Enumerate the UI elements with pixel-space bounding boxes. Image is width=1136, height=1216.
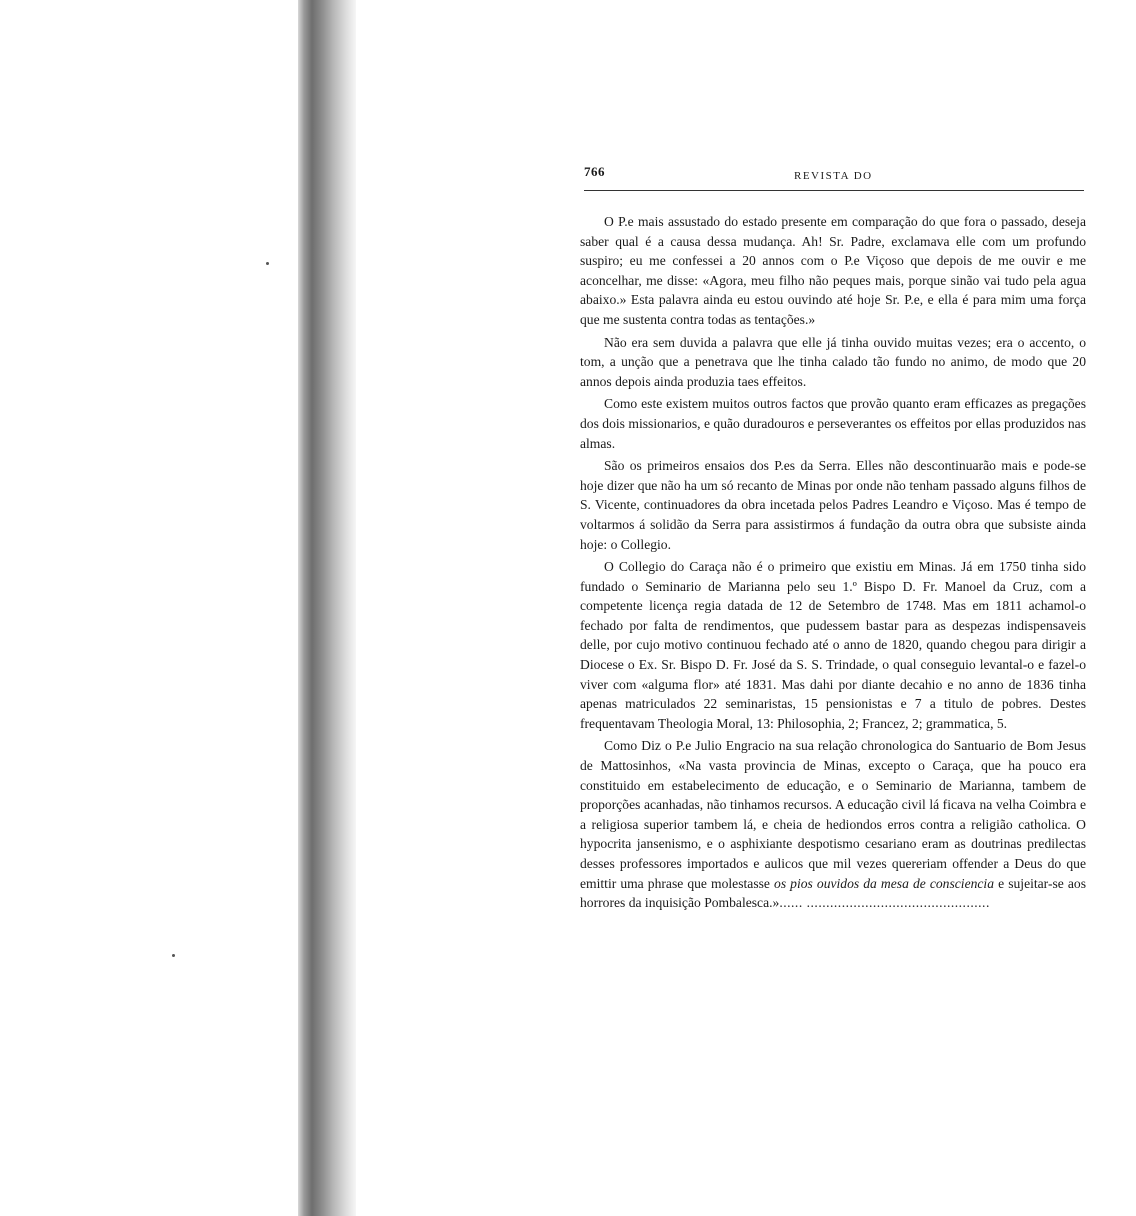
body-text xyxy=(580,212,1086,916)
paper-speck xyxy=(266,262,269,265)
paragraph: O P.e mais assustado do estado presente em comparação do que fora o passado, deseja saber qual é a causa dessa mudança. Ah! Sr. Padre, exclamava elle com um profundo suspiro; eu me confessei a 20 annos com o P.e Viçoso que depois de me ouvir e me aconcelhar, me disse: «Agora, meu filho não peques mais, porque sinão vai tudo pela agua abaixo.» Esta palavra ainda eu estou ouvindo até hoje Sr. P.e, e ella é para mim uma força que me sustenta contra todas as tentações.» xyxy=(580,214,1086,327)
quote-text: Como Diz o P.e Julio Engracio na sua relação chronologica do Santuario de Bom Jesus de Mattosinhos, «Na vasta provincia de Minas, excepto o Caraça, que ha pouco era constituido em estabelecimento de educação, e o Seminario de Marianna, tambem de proporções acanhadas, não tinhamos recursos. A educação civil lá ficava na velha Coimbra e a religiosa superior tambem lá, e cheia de hediondos erros contra a religião catholica. O hypocrita jansenismo, e o asphixiante despotismo cesariano eram as doutrinas predilectas desses professores importados e aulicos que mil vezes quereriam offender a Deus do que emittir uma phrase que molestasse xyxy=(580,738,1086,891)
book-gutter xyxy=(298,0,356,1216)
paragraph: Como este existem muitos outros factos que provão quanto eram efficazes as pregações dos dois missionarios, e quão duradouros e perseverantes os effeitos por ellas produzidos nas almas. xyxy=(580,396,1086,451)
right-page xyxy=(356,0,1136,1216)
paragraph: Não era sem duvida a palavra que elle já tinha ouvido muitas vezes; era o accento, o tom, a unção que a penetrava que lhe tinha calado tão fundo no animo, de modo que 20 annos depois ainda produzia taes effeitos. xyxy=(580,334,1086,389)
paper-speck xyxy=(172,954,175,957)
paragraph-quote xyxy=(580,736,1086,912)
left-page-blank xyxy=(0,0,300,1216)
paragraph: São os primeiros ensaios dos P.es da Serra. Elles não descontinuarão mais e pode-se hoje dizer que não ha um só recanto de Minas por onde não tenham passado alguns filhos de S. Vicente, continuadores da obra incetada pelos Padres Leandro e Viçoso. Mas é tempo de voltarmos á solidão da Serra para assistirmos á fundação da outra obra que subsiste ainda hoje: o Collegio. xyxy=(580,458,1086,552)
header-rule xyxy=(584,190,1084,191)
leader-dots: ...... ............................................... xyxy=(779,895,990,911)
paragraph: O Collegio do Caraça não é o primeiro que existiu em Minas. Já em 1750 tinha sido fundado o Seminario de Marianna pelo seu 1.º Bispo D. Fr. Manoel da Cruz, com a competente licença regia datada de 12 de Setembro de 1748. Mas em 1811 achamol-o fechado por falta de rendimentos, que pudessem bastar para as despezas indispensaveis delle, por cujo motivo continuou fechado até o anno de 1820, quando chegou para dirigir a Diocese o Ex. Sr. Bispo D. Fr. José da S. S. Trindade, o qual conseguio levantal-o e fazel-o viver com «alguma flor» até 1831. Mas dahi por diante decahio e no anno de 1836 tinha apenas matriculados 22 seminaristas, 15 pensionistas e 7 a titulo de pobres. Destes frequentavam Theologia Moral, 13: Philosophia, 2; Francez, 2; grammatica, 5. xyxy=(580,559,1086,731)
page-header xyxy=(584,164,1044,188)
page-number: 766 xyxy=(584,164,605,179)
quote-italic: os pios ouvidos da mesa de consciencia xyxy=(774,875,995,891)
running-head: REVISTA DO xyxy=(794,170,873,182)
quote-text-end: e sujeitar-se aos horrores da inquisição Pombalesca.» xyxy=(580,875,1086,911)
